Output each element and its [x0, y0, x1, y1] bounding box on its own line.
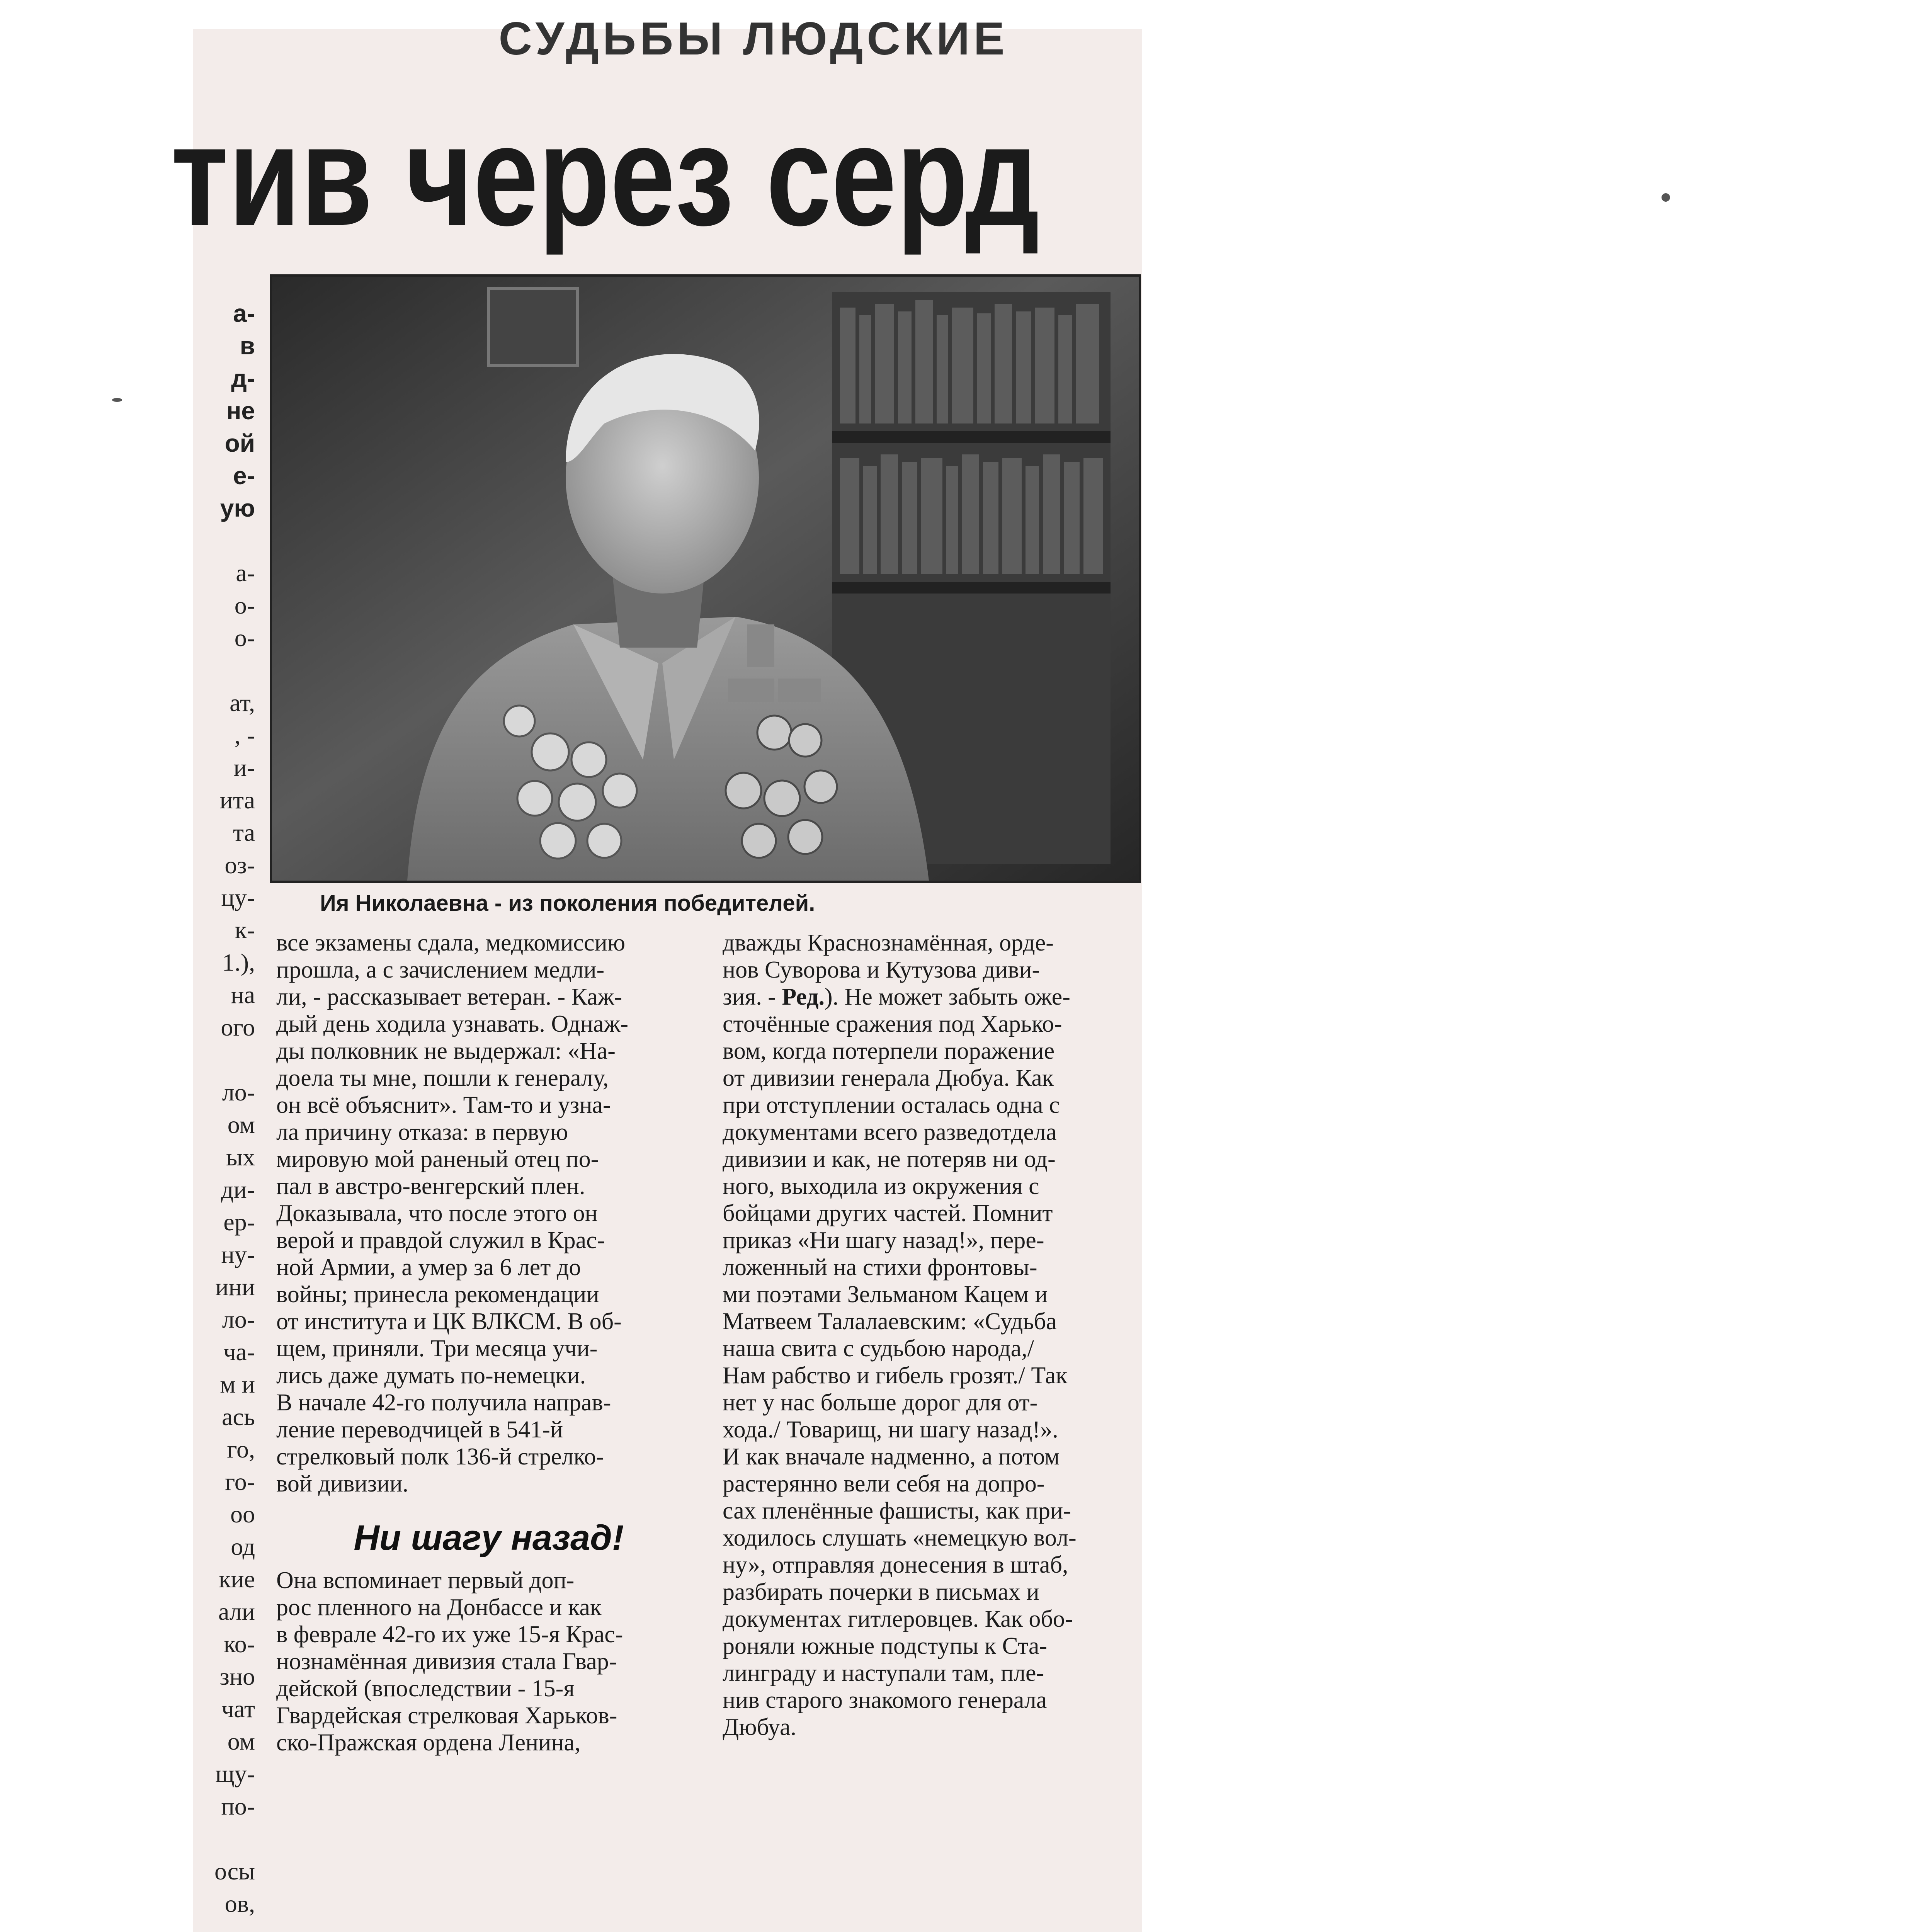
text-line: ла причину отказа: в первую	[276, 1119, 568, 1145]
left-column-fragment: чат	[221, 1695, 255, 1723]
left-column-fragment: е-	[233, 462, 255, 490]
left-column-fragment: на	[231, 981, 255, 1009]
left-column-fragment: кие	[219, 1565, 255, 1593]
text-line: ление переводчицей в 541-й	[276, 1417, 563, 1443]
left-column-fragment: м и	[220, 1371, 255, 1398]
text-line: Дюбуа.	[723, 1714, 796, 1740]
text-line: стрелковый полк 136-й стрелко-	[276, 1444, 604, 1470]
text-line: линграду и наступали там, пле-	[723, 1660, 1044, 1686]
left-column-fragment: ер-	[223, 1208, 255, 1236]
text-line: от института и ЦК ВЛКСМ. В об-	[276, 1308, 622, 1335]
text-line: нознамённая дивизия стала Гвар-	[276, 1648, 617, 1675]
left-column-fragment: о-	[234, 624, 255, 651]
text-line: растерянно вели себя на допро-	[723, 1471, 1045, 1497]
left-column-fragment: ло-	[222, 1306, 255, 1333]
left-column-fragment: ко-	[223, 1630, 255, 1658]
left-column-fragment: 1.),	[222, 949, 255, 976]
text-line: Она вспоминает первый доп-	[276, 1567, 575, 1594]
text-line: лись даже думать по-немецки.	[276, 1362, 586, 1389]
text-line: мировую мой раненый отец по-	[276, 1146, 599, 1172]
text-line: документах гитлеровцев. Как обо-	[723, 1606, 1073, 1632]
left-column-fragment: ых	[226, 1143, 255, 1171]
left-column-fragment: , -	[234, 721, 255, 749]
left-column-fragment: од	[231, 1533, 255, 1560]
left-column-fragment: ом	[227, 1111, 255, 1138]
photo-veteran	[270, 274, 1141, 883]
left-column-fragment: не	[226, 397, 255, 425]
text-line: прошла, а с зачислением медли-	[276, 957, 605, 983]
left-column-fragment: ди-	[221, 1176, 255, 1203]
text-line: хода./ Товарищ, ни шагу назад!».	[723, 1417, 1058, 1443]
left-column-fragment: ой	[224, 429, 255, 457]
left-column-fragment: ов,	[224, 1890, 255, 1917]
left-column-fragment: та	[233, 819, 255, 846]
left-column-fragment: оо	[230, 1500, 255, 1528]
text-line: вом, когда потерпели поражение	[723, 1038, 1055, 1064]
text-line: от дивизии генерала Дюбуа. Как	[723, 1065, 1054, 1091]
left-column-fragment: ом	[227, 1728, 255, 1755]
text-line: нов Суворова и Кутузова диви-	[723, 957, 1040, 983]
text-line: ходилось слушать «немецкую вол-	[723, 1525, 1077, 1551]
text-line: при отступлении осталась одна с	[723, 1092, 1060, 1118]
text-line: И как вначале надменно, а потом	[723, 1444, 1060, 1470]
text-line: Гвардейская стрелковая Харьков-	[276, 1702, 617, 1729]
text-line: ну», отправляя донесения в штаб,	[723, 1552, 1068, 1578]
text-line: рос пленного на Донбассе и как	[276, 1594, 602, 1621]
left-column-fragment: го-	[225, 1468, 255, 1495]
text-line: сточённые сражения под Харько-	[723, 1011, 1062, 1037]
text-line: вой дивизии.	[276, 1471, 409, 1497]
left-column-fragment: к-	[235, 916, 255, 944]
text-line: дый день ходила узнавать. Однаж-	[276, 1011, 629, 1037]
text-line: ной Армии, а умер за 6 лет до	[276, 1254, 581, 1281]
left-column-fragment: щу-	[215, 1760, 255, 1787]
text-line: ли, - рассказывает ветеран. - Каж-	[276, 984, 622, 1010]
left-column-fragment: ась	[222, 1403, 255, 1430]
section-header: СУДЬБЫ ЛЮДСКИЕ	[498, 13, 1009, 65]
text-line: роняли южные подступы к Ста-	[723, 1633, 1048, 1659]
left-column-fragment: осы	[214, 1857, 255, 1885]
left-column-fragment: цу-	[221, 884, 255, 911]
text-line: наша свита с судьбою народа,/	[723, 1335, 1034, 1362]
text-line: нет у нас больше дорог для от-	[723, 1389, 1038, 1416]
text-line: В начале 42-го получила направ-	[276, 1389, 611, 1416]
left-column-fragment: ини	[215, 1273, 255, 1301]
article-column-1	[276, 929, 701, 1756]
scan-speck	[112, 398, 122, 402]
headline	[171, 95, 1040, 257]
text-line: все экзамены сдала, медкомиссию	[276, 930, 626, 956]
photo-illustration	[272, 277, 1139, 881]
text-line: сах пленённые фашисты, как при-	[723, 1498, 1071, 1524]
text-line: разбирать почерки в письмах и	[723, 1579, 1039, 1605]
text-line: бойцами других частей. Помнит	[723, 1200, 1053, 1226]
left-column-fragment: зно	[219, 1663, 255, 1690]
text-line: ды полковник не выдержал: «На-	[276, 1038, 616, 1064]
left-column-fragment: о-	[234, 592, 255, 619]
left-column-fragment: ита	[219, 786, 255, 814]
text-line: дейской (впоследствии - 15-я	[276, 1675, 575, 1702]
left-column-fragment: ло-	[222, 1078, 255, 1106]
left-cut-column	[193, 299, 255, 1922]
left-column-fragment: ну-	[221, 1241, 255, 1268]
text-line: ложенный на стихи фронтовы-	[723, 1254, 1037, 1281]
text-line: он всё объяснит». Там-то и узна-	[276, 1092, 611, 1118]
text-line: ско-Пражская ордена Ленина,	[276, 1730, 581, 1756]
left-column-fragment: д-	[231, 364, 255, 392]
editor-note: Ред.	[782, 984, 825, 1010]
text-line: нив старого знакомого генерала	[723, 1687, 1047, 1713]
left-column-fragment: ую	[220, 494, 255, 522]
subheading: Ни шагу назад!	[354, 1518, 624, 1558]
text-line: Нам рабство и гибель грозят./ Так	[723, 1362, 1068, 1389]
left-column-fragment: ат,	[230, 689, 255, 716]
text-line: Матвеем Талалаевским: «Судьба	[723, 1308, 1057, 1335]
left-column-fragment: и-	[233, 754, 255, 781]
left-column-fragment: оз-	[224, 851, 255, 879]
newspaper-clipping	[171, 13, 1142, 1932]
left-column-fragment: го,	[227, 1435, 255, 1463]
left-column-fragment: а-	[236, 559, 255, 587]
text-fragment: зия. -	[723, 984, 782, 1010]
left-column-fragment: али	[218, 1598, 255, 1625]
text-line: ного, выходила из окружения с	[723, 1173, 1039, 1199]
scan-speck	[1662, 193, 1670, 202]
text-line: дивизии и как, не потеряв ни од-	[723, 1146, 1056, 1172]
text-line: доела ты мне, пошли к генералу,	[276, 1065, 609, 1091]
text-line	[723, 983, 1148, 1010]
text-line: пал в австро-венгерский плен.	[276, 1173, 585, 1199]
text-line: щем, приняли. Три месяца учи-	[276, 1335, 598, 1362]
text-line: войны; принесла рекомендации	[276, 1281, 599, 1308]
photo-caption: Ия Николаевна - из поколения победителей.	[320, 891, 815, 916]
left-column-fragment: а-	[233, 299, 255, 327]
article-column-2	[723, 929, 1148, 1741]
left-column-fragment: ого	[221, 1014, 255, 1041]
text-fragment: ). Не может забыть оже-	[824, 984, 1070, 1010]
text-line: верой и правдой служил в Крас-	[276, 1227, 605, 1253]
text-line: Доказывала, что после этого он	[276, 1200, 598, 1226]
text-line: приказ «Ни шагу назад!», пере-	[723, 1227, 1044, 1253]
left-column-fragment: по-	[221, 1793, 255, 1820]
text-line: документами всего разведотдела	[723, 1119, 1057, 1145]
text-line: дважды Краснознамённая, орде-	[723, 930, 1054, 956]
left-column-fragment: ча-	[223, 1338, 255, 1366]
text-line: ми поэтами Зельманом Кацем и	[723, 1281, 1048, 1308]
left-column-fragment: в	[240, 332, 255, 360]
text-line: в феврале 42-го их уже 15-я Крас-	[276, 1621, 623, 1648]
headline-text: тив через серд	[171, 96, 1040, 255]
